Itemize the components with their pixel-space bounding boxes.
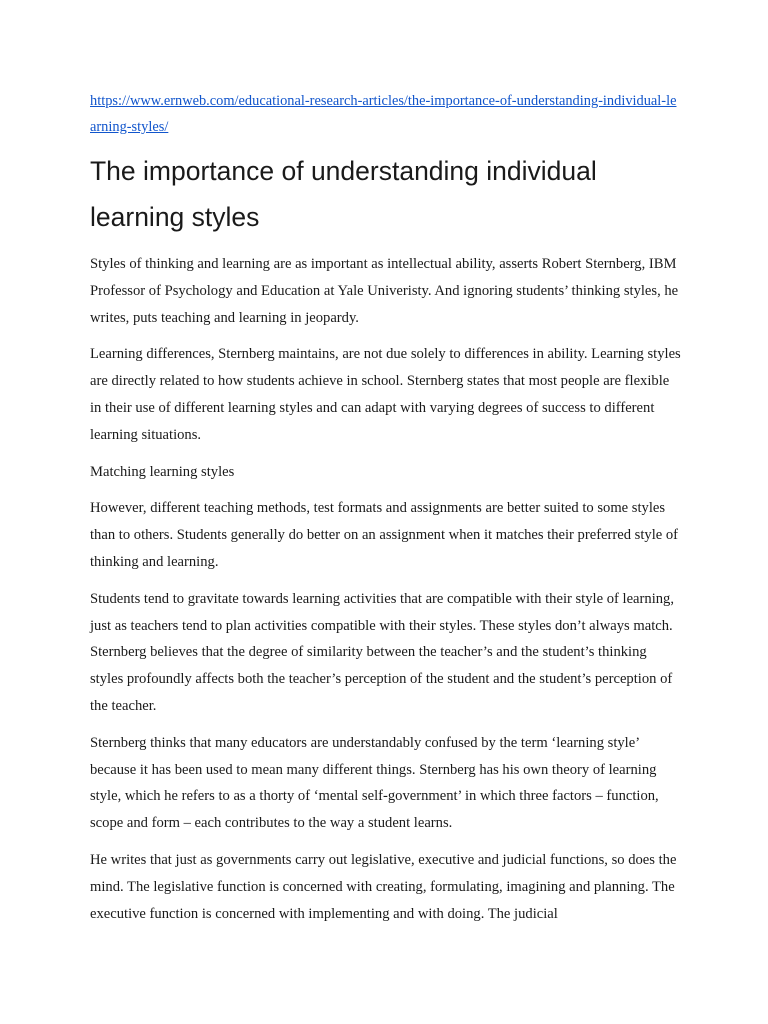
section-heading-matching: Matching learning styles xyxy=(90,463,235,480)
paragraph-governments: He writes that just as governments carry out legislative, executive and judicial functions, so does the mind. The legislative function is concerned with creating, formulating, imagining and planning. The executive function is concerned with implementing and with doing. The judicial xyxy=(90,851,677,922)
paragraph-confused-term: Sternberg thinks that many educators are understandably confused by the term ‘learning style’ because it has been used to mean many different things. Sternberg has his own theory of learning style, which he refers to as a thorty of ‘mental self-government’ in which three factors – function, scope and form – each contributes to the way a student learns. xyxy=(90,734,659,832)
paragraph-gravitate: Students tend to gravitate towards learning activities that are compatible with their style of learning, just as teachers tend to plan activities compatible with their styles. These styles don’t always match. Sternberg believes that the degree of similarity between the teacher’s and the student’s thinking styles profoundly affects both the teacher’s perception of the student and the student’s perception of the teacher. xyxy=(90,590,674,714)
article-title: The importance of understanding individual learning styles xyxy=(90,156,597,232)
paragraph-intro: Styles of thinking and learning are as important as intellectual ability, asserts Robert Sternberg, IBM Professor of Psychology and Education at Yale Univeristy. And ignoring students’ thinking styles, he writes, puts teaching and learning in jeopardy. xyxy=(90,256,679,326)
paragraph-learning-differences: Learning differences, Sternberg maintains, are not due solely to differences in ability. Learning styles are directly related to how students achieve in school. Sternberg states that most people are flexible in their use of different learning styles and can adapt with varying degrees of success to different learning situations. xyxy=(90,346,681,443)
paragraph-teaching-methods: However, different teaching methods, test formats and assignments are better suited to some styles than to others. Students generally do better on an assignment when it matches their preferred style of thinking and learning. xyxy=(90,500,679,570)
document-page xyxy=(90,88,682,937)
source-link[interactable]: https://www.ernweb.com/educational-research-articles/the-importance-of-understanding-individual-learning-styles/ xyxy=(90,93,677,135)
